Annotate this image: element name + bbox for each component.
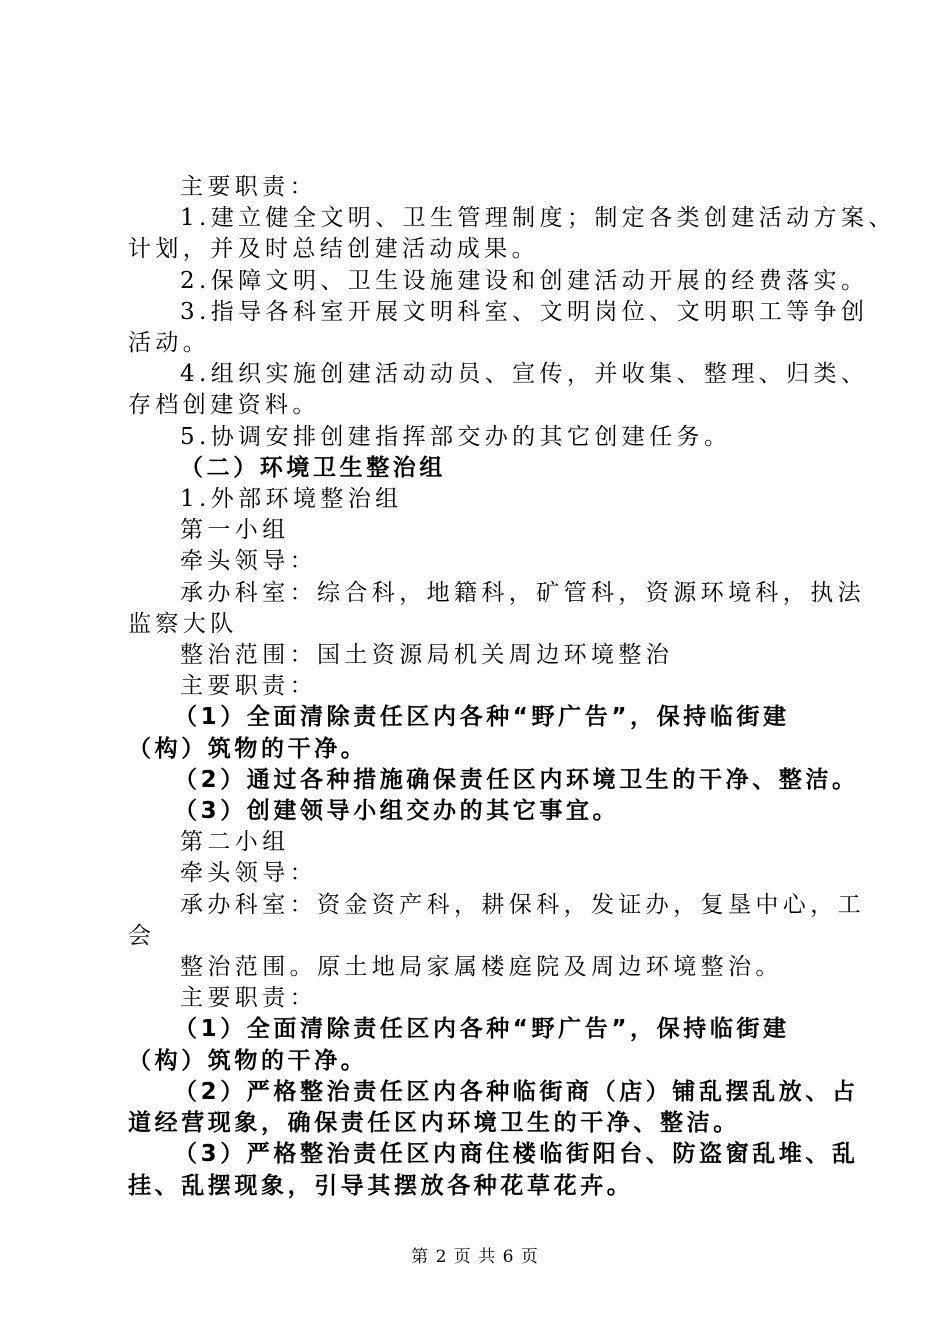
paragraph-line: 牵头领导： bbox=[180, 548, 317, 575]
paragraph-line: （1）全面清除责任区内各种“野广告”，保持临街建 bbox=[174, 1016, 790, 1043]
paragraph-line: 承办科室：资金资产科，耕保科，发证办，复垦中心，工 bbox=[180, 891, 865, 918]
paragraph-line: （2）严格整治责任区内各种临街商（店）铺乱摆乱放、占 bbox=[174, 1078, 859, 1105]
paragraph-line: 承办科室：综合科，地籍科，矿管科，资源环境科，执法 bbox=[180, 579, 865, 606]
paragraph-line: 第一小组 bbox=[180, 517, 290, 544]
paragraph-line: （3）严格整治责任区内商住楼临街阳台、防盗窗乱堆、乱 bbox=[174, 1141, 859, 1168]
paragraph-line: 监察大队 bbox=[128, 610, 238, 637]
paragraph-line: 主要职责： bbox=[180, 673, 317, 700]
paragraph-line: （2）通过各种措施确保责任区内环境卫生的干净、整洁。 bbox=[174, 766, 859, 793]
paragraph-line: 1.外部环境整治组 bbox=[180, 486, 403, 513]
paragraph-line: 1.建立健全文明、卫生管理制度；制定各类创建活动方案、 bbox=[180, 205, 896, 232]
paragraph-line: 4.组织实施创建活动动员、宣传，并收集、整理、归类、 bbox=[180, 361, 869, 388]
paragraph-line: 3.指导各科室开展文明科室、文明岗位、文明职工等争创 bbox=[180, 298, 869, 325]
paragraph-line: 活动。 bbox=[128, 330, 211, 357]
paragraph-line: 计划，并及时总结创建活动成果。 bbox=[128, 236, 539, 263]
paragraph-line: 整治范围。原土地局家属楼庭院及周边环境整治。 bbox=[180, 954, 783, 981]
paragraph-line: 5.协调安排创建指挥部交办的其它创建任务。 bbox=[180, 423, 732, 450]
paragraph-line: （3）创建领导小组交办的其它事宜。 bbox=[174, 798, 620, 825]
paragraph-line: （构）筑物的干净。 bbox=[128, 735, 368, 762]
paragraph-line: 第二小组 bbox=[180, 829, 290, 856]
paragraph-line: （构）筑物的干净。 bbox=[128, 1047, 368, 1074]
paragraph-line: （1）全面清除责任区内各种“野广告”，保持临街建 bbox=[174, 704, 790, 731]
paragraph-line: 主要职责： bbox=[180, 174, 317, 200]
page-footer: 第 2 页 共 6 页 bbox=[411, 1247, 539, 1267]
paragraph-line: 整治范围：国土资源局机关周边环境整治 bbox=[180, 642, 674, 669]
paragraph-line: 存档创建资料。 bbox=[128, 392, 320, 419]
paragraph-line: （二）环境卫生整治组 bbox=[180, 454, 446, 481]
paragraph-line: 会 bbox=[128, 922, 156, 949]
paragraph-line: 道经营现象，确保责任区内环境卫生的干净、整洁。 bbox=[128, 1110, 740, 1137]
paragraph-line: 2.保障文明、卫生设施建设和创建活动开展的经费落实。 bbox=[180, 267, 869, 294]
paragraph-line: 主要职责： bbox=[180, 985, 317, 1012]
paragraph-line: 牵头领导： bbox=[180, 860, 317, 887]
document-body bbox=[128, 172, 896, 1202]
paragraph-line: 挂、乱摆现象，引导其摆放各种花草花卉。 bbox=[128, 1172, 634, 1199]
